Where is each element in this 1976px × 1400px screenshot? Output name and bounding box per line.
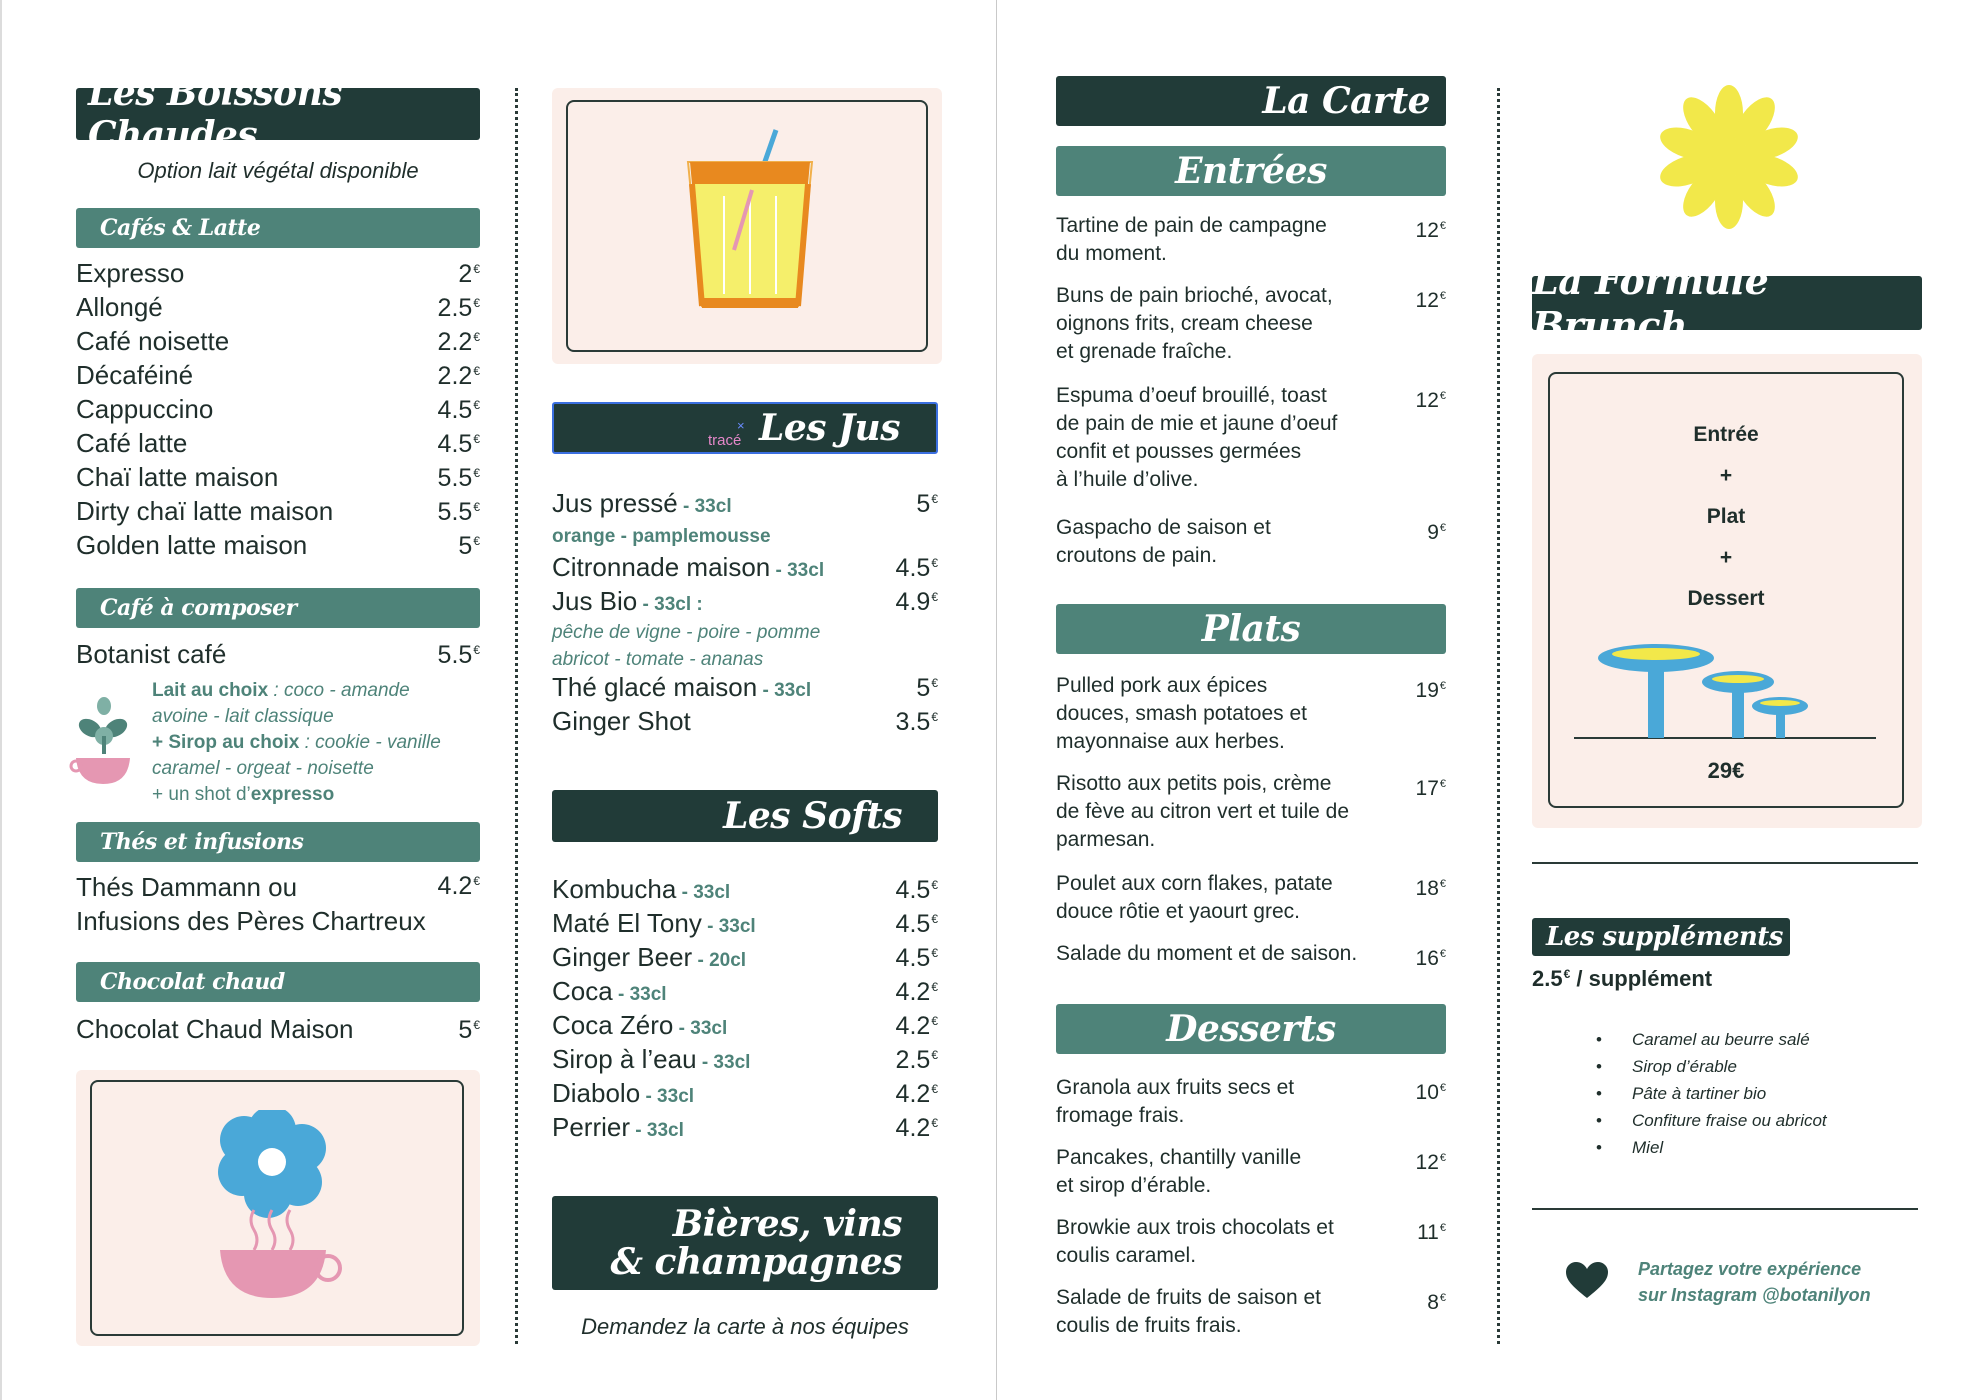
plats-line: Pulled pork aux épices (1056, 674, 1268, 697)
euro-sign: € (931, 1013, 938, 1028)
soft-name: Sirop à l’eau (552, 1044, 697, 1074)
softs-title (552, 790, 938, 842)
entrees-item (1056, 382, 1386, 494)
jus-price-value: 5 (916, 490, 931, 518)
brunch-entree: Entrée (1693, 423, 1759, 446)
soft-price (896, 1114, 938, 1143)
plats-item (1056, 870, 1386, 926)
bieres-title-line-1: Bières, vins (672, 1203, 902, 1245)
jus-row (552, 706, 938, 737)
desserts-price-value: 11 (1417, 1221, 1439, 1244)
jus-name: Thé glacé maison (552, 672, 758, 702)
desserts-line: Granola aux fruits secs et (1056, 1076, 1295, 1099)
soft-volume: - 33cl (676, 882, 731, 903)
cafe-price-value: 4.5 (437, 396, 473, 424)
desserts-item (1056, 1214, 1386, 1270)
jus-name-group (552, 488, 732, 519)
supplement-item: • Confiture fraise ou abricot (1596, 1107, 1827, 1134)
compose-header-text: Café à composer (100, 595, 297, 621)
cafe-price (438, 328, 480, 357)
entrees-item (1056, 514, 1386, 570)
brunch-content (1548, 414, 1904, 619)
euro-sign: € (1439, 290, 1446, 302)
jus-price (916, 674, 938, 703)
entrees-line: Espuma d’oeuf brouillé, toast (1056, 384, 1327, 407)
supplement-item: • Miel (1596, 1134, 1827, 1161)
compose-header (76, 588, 480, 628)
soft-row (552, 1044, 938, 1075)
cafe-row (76, 530, 480, 561)
euro-sign: € (473, 533, 480, 548)
cafe-name: Café latte (76, 428, 188, 458)
cafe-name: Expresso (76, 258, 185, 288)
soft-price (896, 1046, 938, 1075)
botanist-cafe-name: Botanist café (76, 639, 227, 669)
supplements-title (1532, 918, 1790, 956)
cafe-name: Chaï latte maison (76, 462, 279, 492)
cafe-name: Café noisette (76, 326, 230, 356)
entrees-price (1386, 212, 1446, 245)
euro-sign: € (1439, 948, 1446, 960)
soft-volume: - 33cl (701, 916, 756, 937)
heart-icon (1566, 1262, 1608, 1300)
chocolat-name: Chocolat Chaud Maison (76, 1014, 354, 1044)
plats-line: de fève au citron vert et tuile de (1056, 800, 1350, 823)
euro-sign: € (931, 491, 938, 506)
soft-volume: - 20cl (692, 950, 747, 971)
entrees-line: à l’huile d’olive. (1056, 468, 1199, 491)
jus-volume: - 33cl (757, 680, 812, 701)
jus-name: Ginger Shot (552, 706, 691, 736)
desserts-price-value: 12 (1415, 1151, 1439, 1174)
soft-price (896, 1080, 938, 1109)
euro-sign: € (931, 555, 938, 570)
soft-volume: - 33cl (640, 1086, 695, 1107)
instagram-text (1638, 1256, 1871, 1308)
boissons-subtitle: Option lait végétal disponible (137, 158, 419, 183)
euro-sign: € (1439, 1082, 1446, 1094)
soft-row (552, 942, 938, 973)
lait-label: Lait au choix (152, 680, 269, 701)
cafe-row (76, 360, 480, 391)
soft-name-group (552, 1078, 694, 1109)
soft-price-value: 4.2 (895, 1114, 931, 1142)
cafe-name: Dirty chaï latte maison (76, 496, 334, 526)
brunch-dessert: Dessert (1687, 587, 1765, 610)
plats-line: douces, smash potatoes et (1056, 702, 1307, 725)
entrees-line: oignons frits, cream cheese (1056, 312, 1313, 335)
desserts-price (1386, 1074, 1446, 1107)
jus-bio-note-2: abricot - tomate - ananas (552, 649, 764, 670)
plats-price-value: 17 (1415, 777, 1439, 800)
thes-line-1: Thés Dammann ou (76, 872, 298, 902)
jus-name: Jus pressé (552, 488, 678, 518)
jus-row (552, 672, 938, 703)
euro-sign: € (1439, 1292, 1446, 1304)
jus-title (552, 402, 938, 454)
supplement-item: • Sirop d’érable (1596, 1053, 1827, 1080)
cafe-price-value: 5 (458, 532, 473, 560)
carte-title (1056, 76, 1446, 126)
jus-price-value: 5 (916, 674, 931, 702)
cafes-header-text: Cafés & Latte (100, 215, 261, 241)
brunch-plat: Plat (1706, 505, 1746, 528)
soft-name: Coca Zéro (552, 1010, 674, 1040)
chocolat-header (76, 962, 480, 1002)
soft-price (896, 910, 938, 939)
soft-price-value: 4.2 (895, 1012, 931, 1040)
bieres-title-line-2: & champagnes (610, 1241, 902, 1283)
desserts-line: coulis de fruits frais. (1056, 1314, 1242, 1337)
cafe-row (76, 292, 480, 323)
euro-sign: € (1439, 1222, 1446, 1234)
soft-price-value: 4.2 (895, 1080, 931, 1108)
desserts-price (1386, 1214, 1446, 1247)
jus-price (916, 490, 938, 519)
soft-name-group (552, 1112, 684, 1143)
jus-row (552, 488, 938, 519)
plats-line: parmesan. (1056, 828, 1156, 851)
soft-row (552, 1010, 938, 1041)
cafe-row (76, 496, 480, 527)
cafe-row (76, 394, 480, 425)
plats-price (1386, 870, 1446, 903)
trace-label: tracé (708, 432, 742, 449)
cafe-price-value: 2 (458, 260, 473, 288)
soft-name-group (552, 1044, 750, 1075)
brunch-plus-1: + (1719, 464, 1733, 487)
boissons-chaudes-title (76, 72, 480, 156)
brunch-price: 29€ (1707, 758, 1745, 783)
desserts-line: et sirop d’érable. (1056, 1174, 1212, 1197)
soft-row (552, 1112, 938, 1143)
jus-presse-note: orange - pamplemousse (552, 526, 771, 547)
glass-illustration (680, 124, 820, 314)
desserts-item (1056, 1144, 1386, 1200)
soft-name-group (552, 908, 756, 939)
euro-sign: € (931, 1047, 938, 1062)
desserts-header-text: Desserts (1166, 1008, 1336, 1050)
divider-1 (1532, 862, 1918, 864)
plats-item (1056, 940, 1386, 968)
desserts-line: coulis caramel. (1056, 1244, 1197, 1267)
cafe-price (438, 396, 480, 425)
soft-name-group (552, 976, 667, 1007)
soft-price (896, 944, 938, 973)
compose-details (152, 678, 492, 808)
cafe-price-value: 5.5 (437, 464, 473, 492)
botanist-cafe-price: 5.5€ (437, 641, 480, 669)
cafe-name: Golden latte maison (76, 530, 308, 560)
jus-name: Citronnade maison (552, 552, 771, 582)
carte-title-text: La Carte (1262, 80, 1430, 122)
entrees-header-text: Entrées (1175, 150, 1327, 192)
cafe-price-value: 5.5 (437, 498, 473, 526)
euro-sign: € (473, 261, 480, 276)
cafe-row (76, 428, 480, 459)
soft-volume: - 33cl (673, 1018, 728, 1039)
sirop-label: + Sirop au choix (152, 732, 300, 753)
entrees-line: confit et pousses germées (1056, 440, 1302, 463)
desserts-price-value: 10 (1415, 1081, 1439, 1104)
soft-name: Perrier (552, 1112, 631, 1142)
soft-name-group (552, 874, 730, 905)
botanist-cafe-row (76, 639, 480, 670)
plats-line: Salade du moment et de saison. (1056, 942, 1358, 965)
euro-sign: € (931, 877, 938, 892)
soft-name: Diabolo (552, 1078, 641, 1108)
cafe-price-value: 4.5 (437, 430, 473, 458)
column-separator-1 (515, 88, 518, 1344)
cafe-row (76, 258, 480, 289)
chocolat-row (76, 1014, 480, 1045)
yellow-flower-icon (1654, 82, 1804, 232)
soft-price (896, 1012, 938, 1041)
page-edge (0, 0, 2, 1400)
cafe-row (76, 462, 480, 493)
jus-name-group (552, 552, 824, 583)
desserts-header (1056, 1004, 1446, 1054)
euro-sign: € (1439, 778, 1446, 790)
euro-sign: € (931, 945, 938, 960)
entrees-item (1056, 212, 1386, 268)
jus-price (896, 554, 938, 583)
cafe-row (76, 326, 480, 357)
soft-price-value: 4.5 (895, 944, 931, 972)
euro-sign: € (931, 709, 938, 724)
entrees-line: de pain de mie et jaune d’oeuf (1056, 412, 1338, 435)
soft-price (896, 978, 938, 1007)
column-separator-2 (1497, 88, 1500, 1344)
euro-sign: € (931, 979, 938, 994)
plats-price (1386, 770, 1446, 803)
soft-row (552, 1078, 938, 1109)
plats-line: Risotto aux petits pois, crème (1056, 772, 1332, 795)
cafe-price (458, 260, 480, 289)
jus-title-text: Les Jus (759, 407, 900, 449)
desserts-line: Browkie aux trois chocolats et (1056, 1216, 1334, 1239)
supplements-price-value: 2.5 (1532, 966, 1563, 991)
desserts-line: Salade de fruits de saison et (1056, 1286, 1322, 1309)
entrees-line: Gaspacho de saison et (1056, 516, 1271, 539)
entrees-price-value: 12 (1415, 219, 1439, 242)
supplements-unit: / supplément (1576, 966, 1713, 991)
cafe-price (438, 498, 480, 527)
thes-price: 4.2€ (437, 872, 480, 900)
jus-name-group (552, 706, 691, 737)
jus-price-value: 3.5 (895, 708, 931, 736)
plant-cup-icon (68, 692, 138, 792)
plats-item (1056, 770, 1386, 854)
cafe-price-value: 2.2 (437, 328, 473, 356)
brunch-title-text: La Formule Brunch (1532, 258, 1769, 348)
supplement-item: • Pâte à tartiner bio (1596, 1080, 1827, 1107)
bieres-title (552, 1196, 938, 1290)
cafe-price-value: 2.2 (437, 362, 473, 390)
cafe-price-value: 2.5 (437, 294, 473, 322)
soft-price-value: 2.5 (895, 1046, 931, 1074)
supplements-title-text: Les suppléments (1546, 922, 1783, 952)
plats-line: Poulet aux corn flakes, patate (1056, 872, 1333, 895)
euro-sign: € (1439, 522, 1446, 534)
entrees-item (1056, 282, 1386, 366)
soft-volume: - 33cl (612, 984, 667, 1005)
jus-row (552, 586, 938, 617)
jus-price (896, 708, 938, 737)
euro-sign: € (931, 589, 938, 604)
euro-sign: € (473, 363, 480, 378)
entrees-price-value: 9 (1427, 521, 1439, 544)
supplements-price: 2.5€ / supplément (1532, 966, 1713, 991)
euro-sign: € (473, 397, 480, 412)
bieres-note: Demandez la carte à nos équipes (581, 1314, 909, 1339)
cafe-name: Décaféiné (76, 360, 194, 390)
entrees-line: Buns de pain brioché, avocat, (1056, 284, 1333, 307)
flower-cup-illustration (210, 1110, 350, 1310)
entrees-price (1386, 382, 1446, 415)
soft-name: Maté El Tony (552, 908, 702, 938)
desserts-price (1386, 1284, 1446, 1317)
euro-sign: € (931, 1081, 938, 1096)
thes-header-text: Thés et infusions (100, 829, 304, 855)
soft-name: Ginger Beer (552, 942, 693, 972)
brunch-title (1532, 258, 1922, 348)
mushroom-illustration (1570, 636, 1880, 748)
cafe-price (438, 464, 480, 493)
thes-header (76, 822, 480, 862)
euro-sign: € (473, 431, 480, 446)
sirop-options-2: caramel - orgeat - noisette (152, 758, 374, 779)
entrees-price-value: 12 (1415, 389, 1439, 412)
plats-price (1386, 672, 1446, 705)
supplement-item: • Caramel au beurre salé (1596, 1026, 1827, 1053)
euro-sign: € (473, 499, 480, 514)
cafe-name: Cappuccino (76, 394, 214, 424)
entrees-line: et grenade fraîche. (1056, 340, 1233, 363)
jus-name-group (552, 586, 703, 617)
soft-volume: - 33cl (696, 1052, 751, 1073)
footer-line-2: sur Instagram @botanilyon (1638, 1285, 1871, 1305)
euro-sign: € (473, 295, 480, 310)
entrees-line: Tartine de pain de campagne (1056, 214, 1327, 237)
lait-options-1: : coco - amande (268, 680, 410, 701)
plats-header (1056, 604, 1446, 654)
euro-sign: € (1439, 390, 1446, 402)
entrees-price-value: 12 (1415, 289, 1439, 312)
euro-sign: € (1439, 878, 1446, 890)
divider-2 (1532, 1208, 1918, 1210)
softs-title-text: Les Softs (723, 795, 902, 837)
euro-sign: € (931, 675, 938, 690)
soft-row (552, 874, 938, 905)
jus-price-value: 4.5 (895, 554, 931, 582)
cafe-price (438, 362, 480, 391)
entrees-price (1386, 282, 1446, 315)
euro-sign: € (1439, 680, 1446, 692)
jus-volume: - 33cl (677, 496, 732, 517)
plats-price (1386, 940, 1446, 973)
footer-line-1: Partagez votre expérience (1638, 1259, 1862, 1279)
entrees-line: du moment. (1056, 242, 1167, 265)
brunch-plus-2: + (1719, 546, 1733, 569)
jus-bio-note-1: pêche de vigne - poire - pomme (552, 622, 821, 643)
entrees-price (1386, 514, 1446, 547)
thes-line-2: Infusions des Pères Chartreux (76, 906, 426, 936)
euro-sign: € (473, 465, 480, 480)
cafe-price (458, 532, 480, 561)
soft-volume: - 33cl (630, 1120, 684, 1141)
shot-prefix: + un shot d’ (152, 784, 251, 805)
jus-volume: - 33cl (770, 560, 825, 581)
cafe-price (438, 294, 480, 323)
euro-sign: € (1439, 1152, 1446, 1164)
plats-price-value: 19 (1415, 679, 1439, 702)
euro-sign: € (931, 1115, 938, 1130)
desserts-item (1056, 1284, 1386, 1340)
chocolat-price: 5€ (458, 1016, 480, 1044)
plats-price-value: 16 (1415, 947, 1439, 970)
soft-name-group (552, 942, 746, 973)
supplements-list (1596, 1026, 1827, 1161)
cafe-price (438, 430, 480, 459)
entrees-header (1056, 146, 1446, 196)
shot-word: expresso (250, 784, 335, 805)
soft-price-value: 4.5 (895, 876, 931, 904)
desserts-price-value: 8 (1427, 1291, 1439, 1314)
euro-sign: € (473, 329, 480, 344)
jus-name: Jus Bio (552, 586, 638, 616)
soft-price-value: 4.2 (895, 978, 931, 1006)
plats-item (1056, 672, 1386, 756)
cafe-name: Allongé (76, 292, 163, 322)
euro-sign: € (1439, 220, 1446, 232)
desserts-item (1056, 1074, 1386, 1130)
entrees-line: croutons de pain. (1056, 544, 1218, 567)
jus-volume: - 33cl : (637, 594, 703, 615)
lait-options-2: avoine - lait classique (152, 706, 334, 727)
desserts-line: Pancakes, chantilly vanille (1056, 1146, 1302, 1169)
cafes-header (76, 208, 480, 248)
plats-header-text: Plats (1201, 608, 1301, 650)
jus-row (552, 552, 938, 583)
page-divider (996, 0, 997, 1400)
soft-price (896, 876, 938, 905)
jus-name-group (552, 672, 811, 703)
trace-marker: × (737, 418, 745, 433)
jus-price-value: 4.9 (895, 588, 931, 616)
plats-price-value: 18 (1415, 877, 1439, 900)
soft-row (552, 976, 938, 1007)
soft-name: Coca (552, 976, 613, 1006)
jus-price (896, 588, 938, 617)
boissons-chaudes-title-text: Les Boissons Chaudes (88, 72, 343, 156)
plats-line: douce rôtie et yaourt grec. (1056, 900, 1300, 923)
soft-name-group (552, 1010, 727, 1041)
plats-line: mayonnaise aux herbes. (1056, 730, 1285, 753)
sirop-options-1: : cookie - vanille (299, 732, 441, 753)
soft-name: Kombucha (552, 874, 677, 904)
soft-row (552, 908, 938, 939)
euro-sign: € (931, 911, 938, 926)
soft-price-value: 4.5 (895, 910, 931, 938)
desserts-price (1386, 1144, 1446, 1177)
desserts-line: fromage frais. (1056, 1104, 1185, 1127)
chocolat-header-text: Chocolat chaud (100, 969, 285, 995)
